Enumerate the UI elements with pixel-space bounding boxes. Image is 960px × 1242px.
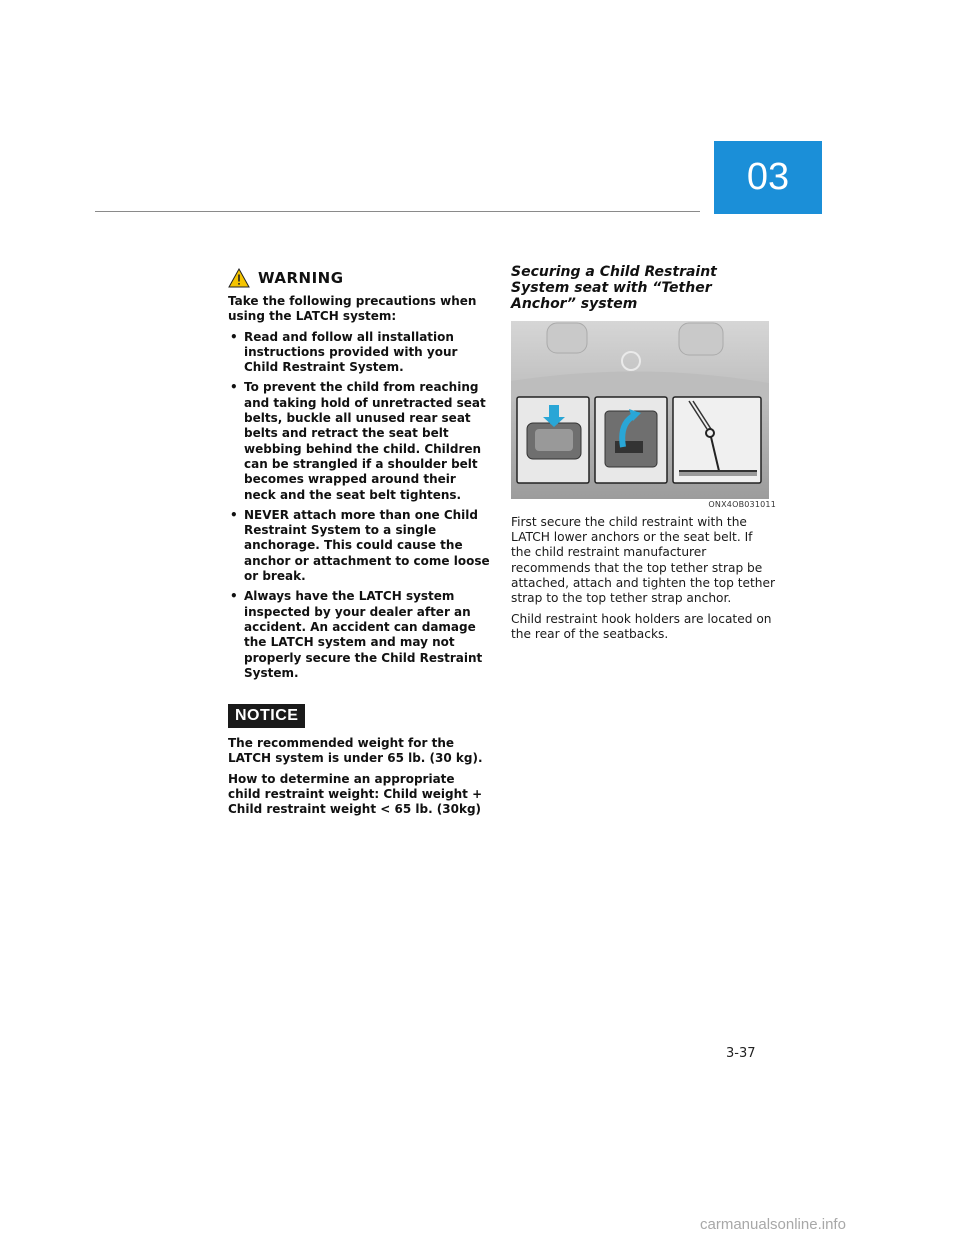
watermark: carmanualsonline.info — [700, 1216, 846, 1233]
list-item: • NEVER attach more than one Child Restraint System to a single anchorage. This could cause the anchor or attachment to come loose or break. — [230, 507, 490, 584]
figure-code: ONX4OB031011 — [708, 500, 776, 509]
notice-badge: NOTICE — [228, 704, 305, 728]
page-number: 3-37 — [726, 1046, 756, 1061]
body-paragraph: Child restraint hook holders are located on the rear of the seatbacks. — [511, 612, 772, 642]
list-item: • Read and follow all installation instructions provided with your Child Restraint System. — [230, 329, 458, 375]
notice-paragraph: How to determine an appropriate child restraint weight: Child weight + Child restraint weight < 65 lb. (30kg) — [228, 771, 483, 817]
list-item: • To prevent the child from reaching and taking hold of unretracted seat belts, buckle all unused rear seat belts and retract the seat belt webbing behind the child. Children can be strangled if a shoulder belt becomes wrapped around their neck and the seat belt tightens. — [230, 380, 486, 502]
header-divider — [95, 211, 700, 212]
tether-anchor-illustration — [511, 321, 769, 499]
body-paragraph: First secure the child restraint with the LATCH lower anchors or the seat belt. If the child restraint manufacturer recommends that the top tether strap be attached, attach and tighten the top tether strap to the top tether strap anchor. — [511, 515, 776, 606]
chapter-tab — [714, 141, 822, 214]
left-column — [228, 266, 490, 823]
warning-triangle-icon — [228, 268, 250, 288]
chapter-number: 03 — [746, 156, 790, 198]
list-item-text: To prevent the child from reaching and taking hold of unretracted seat belts, buckle all unused rear seat belts and retract the seat belt webbing behind the child. Children can be strangled if a shoulder belt becomes wrapped around their neck and the seat belt tightens. — [244, 380, 486, 502]
list-item-text: NEVER attach more than one Child Restraint System to a single anchorage. This could cause the anchor or attachment to come loose or break. — [244, 507, 490, 584]
warning-intro: Take the following precautions when using the LATCH system: — [228, 294, 477, 324]
warning-title: WARNING — [258, 269, 344, 287]
right-column — [511, 264, 776, 649]
notice-paragraph: The recommended weight for the LATCH system is under 65 lb. (30 kg). — [228, 736, 483, 766]
list-item-text: Read and follow all installation instructions provided with your Child Restraint System. — [244, 329, 458, 375]
list-item: • Always have the LATCH system inspected by your dealer after an accident. An accident can damage the LATCH system and may not properly secure the Child Restraint System. — [230, 589, 483, 680]
warning-list — [228, 330, 490, 682]
warning-header — [228, 266, 490, 290]
list-item-text: Always have the LATCH system inspected by your dealer after an accident. An accident can damage the LATCH system and may not properly secure the Child Restraint System. — [244, 589, 483, 680]
section-title: Securing a Child Restraint System seat with “Tether Anchor” system — [511, 264, 717, 312]
